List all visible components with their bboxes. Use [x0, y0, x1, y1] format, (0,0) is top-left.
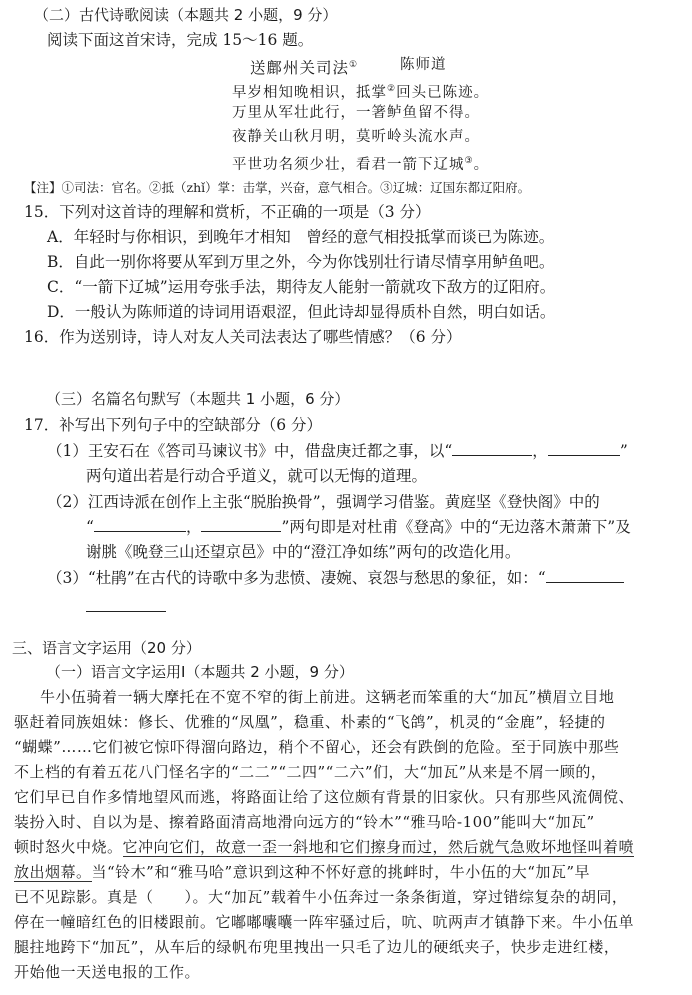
- passage-line: 不上档的有着五花八门怪名字的“二二”“二四”“二六”们，大“加瓦”从来是不屑一顾的，: [14, 763, 607, 781]
- passage-line: 开始他一天送电报的工作。: [14, 963, 201, 981]
- poem-notes: 【注】①司法：官名。②抵（zhǐ）掌：击掌，兴奋，意气相合。③辽城：辽国东都辽阳府。: [24, 180, 531, 195]
- q15-option-c: C．“一箭下辽城”运用夸张手法，期待友人能射一箭就攻下敌方的辽阳府。: [47, 278, 556, 296]
- section-heading-recitation: （三）名篇名句默写（本题共 1 小题，6 分）: [46, 390, 350, 408]
- answer-blank[interactable]: [546, 568, 624, 583]
- q17-part3: （3）“杜鹃”在古代的诗歌中多为悲愤、凄婉、哀怨与愁思的象征，如：“: [47, 567, 624, 589]
- q15-option-a: A．年轻时与你相识，到晚年才相知 曾经的意气相投抵掌而谈已为陈迹。: [47, 228, 555, 246]
- poem-title: 送鄜州关司法①: [250, 59, 359, 78]
- poem-line: 夜静关山秋月明，莫听岭头流水声。: [232, 129, 480, 145]
- poetry-intro: 阅读下面这首宋诗，完成 15～16 题。: [47, 31, 314, 49]
- passage-line: 牛小伍骑着一辆大摩托在不宽不窄的街上前进。这辆老而笨重的大“加瓦”横眉立目地: [40, 688, 615, 706]
- part-heading-language: 三、语言文字运用（20 分）: [12, 639, 201, 657]
- underlined-sentence: 它冲向它们，故意一歪一斜地和它们擦身而过，然后就气急败坏地怪叫着喷: [122, 838, 635, 856]
- q17-part2-cont: 谢朓《晚登三山还望京邑》中的“澄江净如练”两句的改造化用。: [86, 543, 521, 561]
- poem-author: 陈师道: [400, 57, 447, 73]
- poem-line: 万里从军壮此行，一箸鲈鱼留不得。: [232, 105, 480, 121]
- passage-line: 驱赶着同族姐妹：修长、优雅的“凤凰”，稳重、朴素的“飞鸽”，机灵的“金鹿”，轻捷的: [14, 713, 606, 731]
- q15-option-b: B．自此一别你将要从军到万里之外，今为你饯别壮行请尽情享用鲈鱼吧。: [47, 253, 555, 271]
- passage-line: 腿拄地跨下“加瓦”，从车后的绿帆布兜里拽出一只毛了边儿的硬纸夹子，快步走进红楼，: [14, 938, 620, 956]
- subsection-heading-language: （一）语言文字运用Ⅰ（本题共 2 小题，9 分）: [46, 663, 354, 681]
- q15-option-d: D．一般认为陈师道的诗词用语艰涩，但此诗却显得质朴自然，明白如话。: [47, 303, 556, 321]
- poem-line: 早岁相知晚相识，抵掌②回头已陈迹。: [232, 84, 490, 101]
- answer-blank[interactable]: [86, 597, 166, 612]
- question-15-stem: 15．下列对这首诗的理解和赏析，不正确的一项是（3 分）: [24, 203, 431, 221]
- question-16: 16．作为送别诗，诗人对友人关司法表达了哪些情感？（6 分）: [24, 328, 462, 346]
- question-17-stem: 17．补写出下列句子中的空缺部分（6 分）: [24, 416, 323, 434]
- passage-line: 放出烟幕。当“铃木”和“雅马哈”意识到这种不怀好意的挑衅时，牛小伍的大“加瓦”早: [14, 863, 591, 881]
- passage-line: 装扮入时、自以为是、擦着路面清高地滑向远方的“铃木”“雅马哈-100”能叫大“加瓦”: [14, 813, 595, 831]
- answer-blank[interactable]: [94, 517, 186, 532]
- passage-line: 顿时怒火中烧。它冲向它们，故意一歪一斜地和它们擦身而过，然后就气急败坏地怪叫着喷: [14, 838, 635, 856]
- q17-part2: （2）江西诗派在创作上主张“脱胎换骨”，强调学习借鉴。黄庭坚《登快阁》中的: [47, 493, 600, 511]
- q17-part1-cont: 两句道出若是行动合乎道义，就可以无悔的道理。: [86, 467, 428, 485]
- q17-part2-cont: “ ， ”两句即是对杜甫《登高》中的“无边落木萧萧下”及: [86, 518, 631, 536]
- answer-blank[interactable]: [452, 441, 532, 456]
- passage-line: 已不见踪影。真是（ ）。大“加瓦”载着牛小伍奔过一条条街道，穿过错综复杂的胡同，: [14, 888, 628, 906]
- q17-part1: （1）王安石在《答司马谏议书》中，借盘庚迁都之事，以“ ， ”: [47, 442, 628, 460]
- answer-blank[interactable]: [201, 517, 281, 532]
- passage-line: “蝴蝶”……它们被它惊吓得溜向路边，稍个不留心，还会有跌倒的危险。至于同族中那些: [14, 738, 620, 756]
- passage-line: 停在一幢暗红色的旧楼跟前。它嘟嘟囔囔一阵牢骚过后，吭、吭两声才镇静下来。牛小伍单: [14, 913, 635, 931]
- answer-blank[interactable]: [548, 441, 620, 456]
- underlined-sentence: 放出烟幕。: [14, 863, 92, 881]
- poem-line: 平世功名须少壮，看君一箭下辽城③。: [232, 156, 490, 173]
- passage-line: 它们早已自作多情地望风而逃，将路面让给了这位颇有背景的旧家伙。只有那些风流倜傥、: [14, 788, 635, 806]
- section-heading-poetry: （二）古代诗歌阅读（本题共 2 小题，9 分）: [34, 6, 338, 24]
